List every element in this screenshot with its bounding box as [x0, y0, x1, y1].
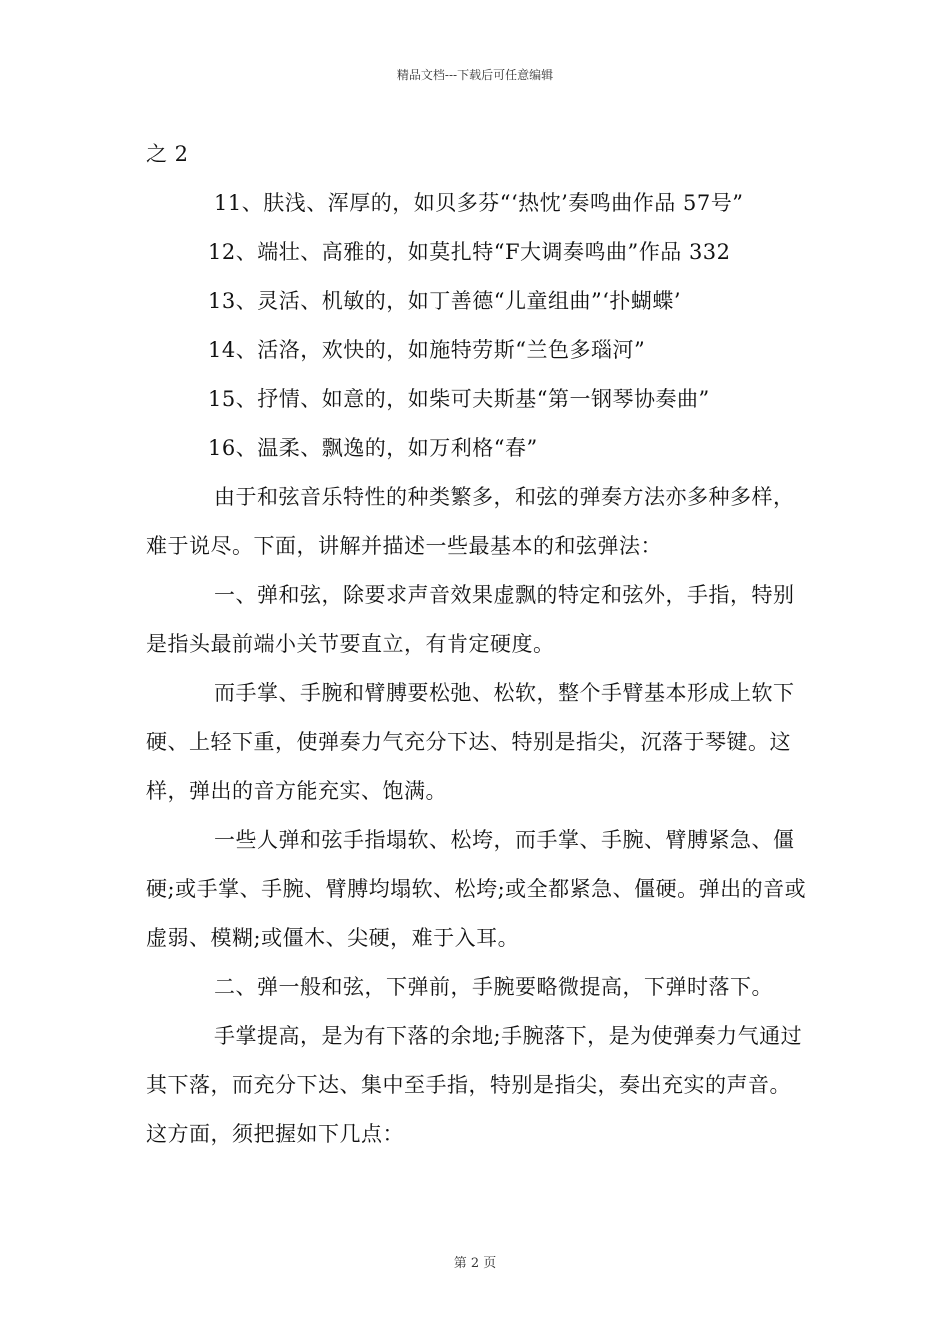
body-paragraph: 由于和弦音乐特性的种类繁多，和弦的弹奏方法亦多种多样，难于说尽。下面，讲解并描述一些最基本的和弦弹法： [146, 485, 795, 558]
paragraph-continuation: 之 2 [146, 142, 189, 166]
body-paragraph: 一、弹和弦，除要求声音效果虚飘的特定和弦外，手指，特别是指头最前端小关节要直立，有肯定硬度。 [146, 583, 795, 656]
list-item-16: 16、温柔、飘逸的，如万利格“春” [208, 436, 538, 460]
body-paragraph: 手掌提高，是为有下落的余地;手腕落下，是为使弹奏力气通过其下落，而充分下达、集中至手指，特别是指尖，奏出充实的声音。这方面，须把握如下几点： [146, 1024, 803, 1146]
list-item-11: 11、肤浅、浑厚的，如贝多芬“‘热忱’奏鸣曲作品 57号” [214, 191, 744, 215]
body-paragraph: 一些人弹和弦手指塌软、松垮，而手掌、手腕、臂膊紧急、僵硬;或手掌、手腕、臂膊均塌软、松垮;或全都紧急、僵硬。弹出的音或虚弱、模糊;或僵木、尖硬，难于入耳。 [146, 828, 807, 950]
list-item-14: 14、活洛，欢快的，如施特劳斯“兰色多瑙河” [208, 338, 646, 362]
list-item-13: 13、灵活、机敏的，如丁善德“儿童组曲”‘扑蝴蝶’ [208, 289, 682, 313]
list-item-15: 15、抒情、如意的，如柴可夫斯基“第一钢琴协奏曲” [208, 387, 710, 411]
body-paragraph: 二、弹一般和弦，下弹前，手腕要略微提高，下弹时落下。 [214, 975, 773, 999]
list-item-12: 12、端壮、高雅的，如莫扎特“F大调奏鸣曲”作品 332 [208, 240, 731, 264]
page-header: 精品文档---下载后可任意编辑 [396, 68, 554, 82]
document-body [146, 130, 808, 1159]
page-footer: 第 2 页 [453, 1256, 497, 1271]
body-paragraph: 而手掌、手腕和臂膊要松弛、松软，整个手臂基本形成上软下硬、上轻下重，使弹奏力气充分下达、特别是指尖，沉落于琴键。这样，弹出的音方能充实、饱满。 [146, 681, 795, 803]
